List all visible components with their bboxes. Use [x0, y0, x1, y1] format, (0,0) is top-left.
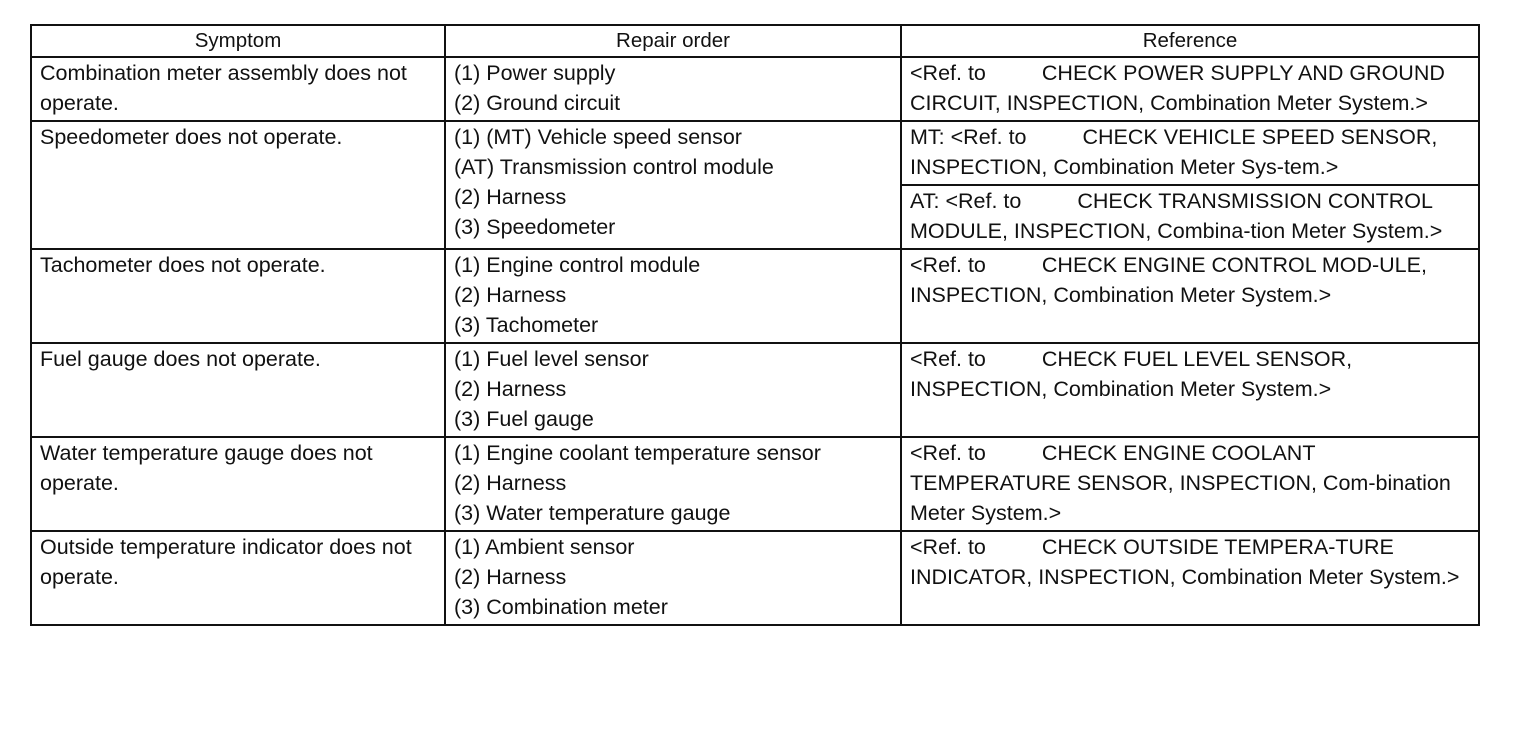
reference-prefix: <Ref. to	[910, 535, 986, 559]
symptom-cell: Combination meter assembly does not operate.	[31, 57, 445, 121]
table-row	[31, 57, 1479, 121]
table-row	[31, 437, 1479, 531]
repair-order-cell	[445, 121, 901, 249]
table-row	[31, 343, 1479, 437]
header-row	[31, 25, 1479, 57]
reference-cell	[901, 57, 1479, 121]
table-row	[31, 121, 1479, 185]
symptom-cell: Outside temperature indicator does not operate.	[31, 531, 445, 625]
reference-cell	[901, 249, 1479, 343]
repair-order-cell	[445, 531, 901, 625]
reference-cell	[901, 185, 1479, 249]
repair-step: (1) Ambient sensor	[454, 535, 635, 559]
reference-prefix: AT: <Ref. to	[910, 189, 1022, 213]
reference-cell	[901, 343, 1479, 437]
reference-prefix: <Ref. to	[910, 61, 986, 85]
reference-cell	[901, 437, 1479, 531]
repair-step: (2) Harness	[454, 565, 567, 589]
repair-step: (1) (MT) Vehicle speed sensor	[454, 125, 742, 149]
repair-order-cell	[445, 57, 901, 121]
reference-link-text[interactable]: CHECK OUTSIDE TEMPERA-TURE INDICATOR, INSPECTION, Combination Meter System.>	[910, 535, 1460, 589]
repair-step: (3) Tachometer	[454, 313, 599, 337]
repair-step: (2) Harness	[454, 185, 567, 209]
repair-step: (2) Harness	[454, 471, 567, 495]
reference-link-text[interactable]: CHECK TRANSMISSION CONTROL MODULE, INSPECTION, Combina-tion Meter System.>	[910, 189, 1443, 243]
reference-prefix: <Ref. to	[910, 253, 986, 277]
reference-cell	[901, 121, 1479, 185]
repair-order-cell	[445, 343, 901, 437]
header-symptom: Symptom	[31, 25, 445, 57]
reference-prefix: MT: <Ref. to	[910, 125, 1027, 149]
table-row	[31, 249, 1479, 343]
repair-step: (3) Water temperature gauge	[454, 501, 731, 525]
reference-prefix: <Ref. to	[910, 347, 986, 371]
reference-link-text[interactable]: CHECK FUEL LEVEL SENSOR, INSPECTION, Combination Meter System.>	[910, 347, 1353, 401]
reference-prefix: <Ref. to	[910, 441, 986, 465]
repair-step: (3) Speedometer	[454, 215, 616, 239]
repair-step: (1) Engine coolant temperature sensor	[454, 441, 821, 465]
repair-step: (3) Fuel gauge	[454, 407, 594, 431]
repair-order-cell	[445, 437, 901, 531]
repair-step: (2) Harness	[454, 377, 567, 401]
repair-step: (AT) Transmission control module	[454, 155, 774, 179]
reference-cell	[901, 531, 1479, 625]
table-row	[31, 531, 1479, 625]
repair-step: (1) Power supply	[454, 61, 616, 85]
symptom-cell: Fuel gauge does not operate.	[31, 343, 445, 437]
symptom-cell: Speedometer does not operate.	[31, 121, 445, 249]
symptom-cell: Tachometer does not operate.	[31, 249, 445, 343]
repair-order-cell	[445, 249, 901, 343]
symptom-cell: Water temperature gauge does not operate.	[31, 437, 445, 531]
repair-step: (3) Combination meter	[454, 595, 668, 619]
repair-step: (2) Ground circuit	[454, 91, 621, 115]
reference-link-text[interactable]: CHECK ENGINE COOLANT TEMPERATURE SENSOR, INSPECTION, Com-bination Meter System.>	[910, 441, 1451, 525]
repair-step: (1) Engine control module	[454, 253, 701, 277]
repair-step: (1) Fuel level sensor	[454, 347, 649, 371]
header-repair-order: Repair order	[445, 25, 901, 57]
reference-link-text[interactable]: CHECK VEHICLE SPEED SENSOR, INSPECTION, Combination Meter Sys-tem.>	[910, 125, 1438, 179]
troubleshooting-table	[30, 24, 1480, 626]
table-body	[31, 57, 1479, 625]
header-reference: Reference	[901, 25, 1479, 57]
reference-link-text[interactable]: CHECK ENGINE CONTROL MOD-ULE, INSPECTION, Combination Meter System.>	[910, 253, 1427, 307]
reference-link-text[interactable]: CHECK POWER SUPPLY AND GROUND CIRCUIT, INSPECTION, Combination Meter System.>	[910, 61, 1445, 115]
repair-step: (2) Harness	[454, 283, 567, 307]
